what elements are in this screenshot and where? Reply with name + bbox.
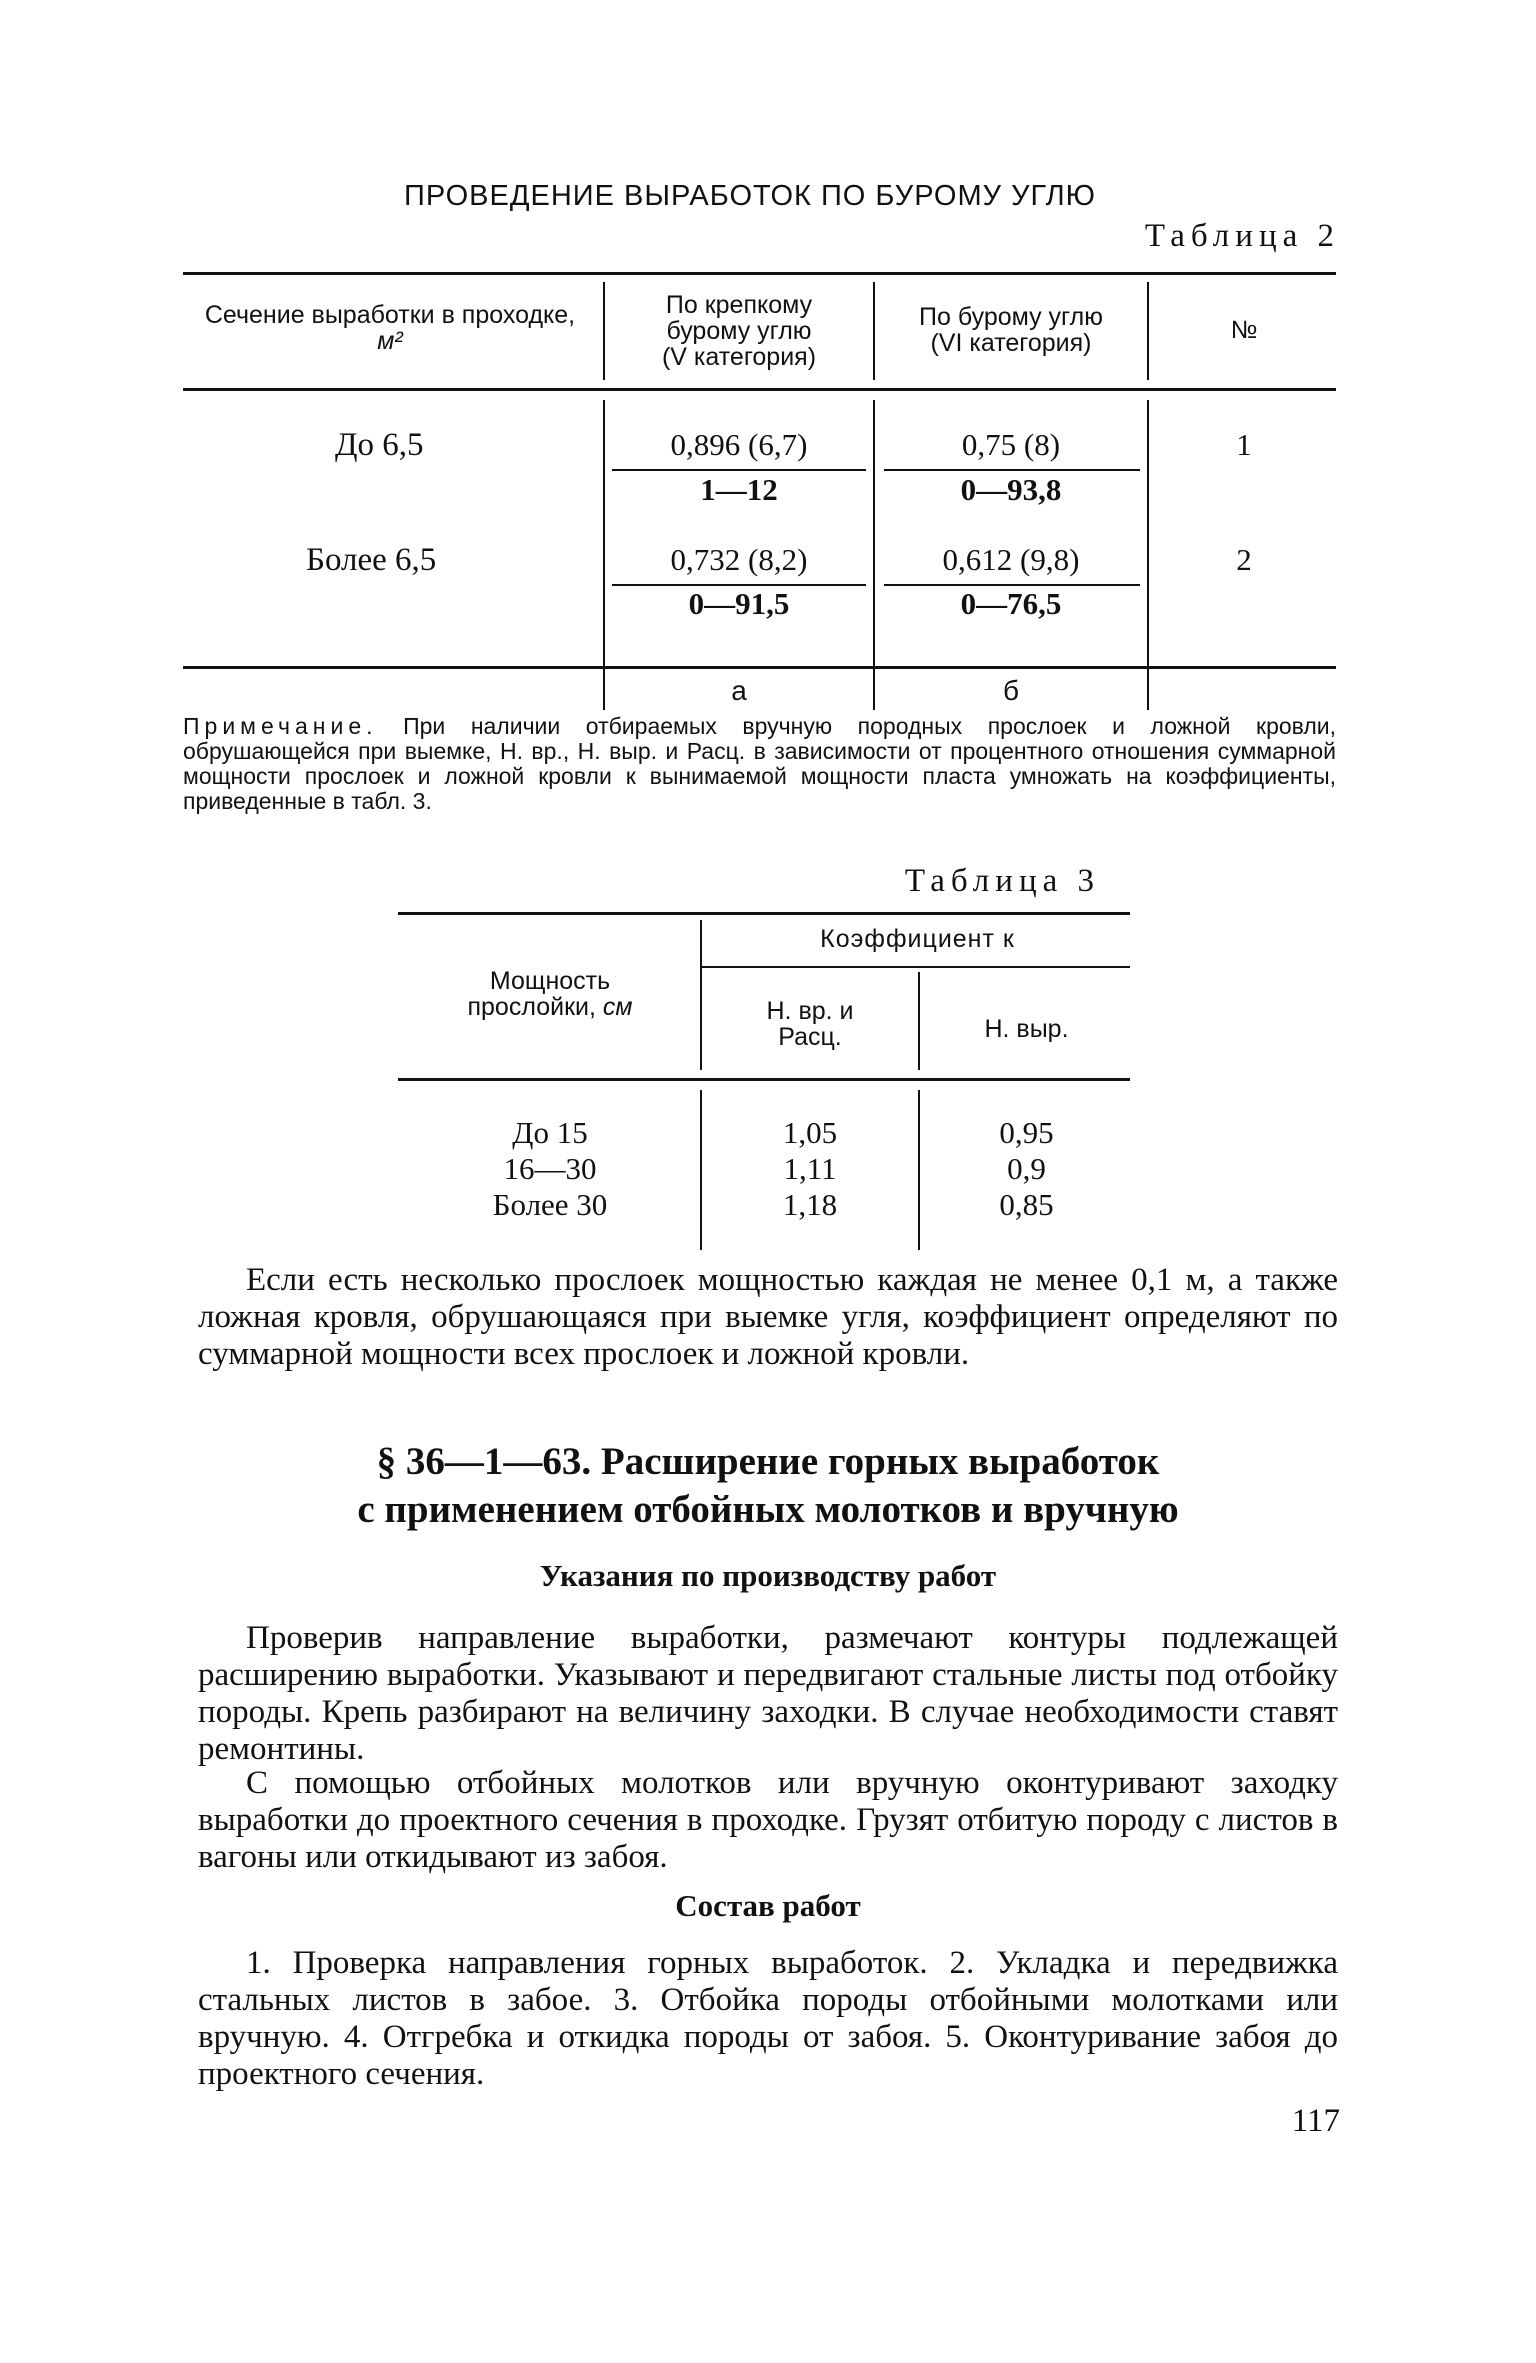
table2-body-vrule-2 <box>873 400 875 710</box>
table2-vrule-2 <box>873 282 875 380</box>
table2-footer-a: а <box>731 675 747 706</box>
table3-header-rule <box>398 1078 1130 1081</box>
table3-row3-thickness: Более 30 <box>492 1187 608 1222</box>
table3-label: Таблица 3 <box>904 863 1100 899</box>
table3-row1-nvr: 1,05 <box>782 1115 838 1150</box>
table3-vrule-2 <box>918 972 920 1070</box>
table3-vrule-1 <box>700 920 702 1070</box>
table3-row2-nvyr: 0,9 <box>1007 1151 1046 1186</box>
table3-body-vrule-1 <box>700 1090 702 1250</box>
table2-row2-b-bottom: 0—76,5 <box>960 586 1062 621</box>
table2-row1-b-bottom: 0—93,8 <box>960 472 1062 507</box>
table2-row1-b-top: 0,75 (8) <box>961 427 1061 462</box>
paragraph-2: Проверив направление выработки, размечают контуры подлежащей расширению выработки. Указывают и передвигают стальные листы под отбойку породы. Крепь разбирают на величину заходки. В случае необходимости ставят ремонтины. <box>198 1620 1338 1767</box>
table2-row1-section: До 6,5 <box>335 427 424 463</box>
table2-body-vrule-1 <box>603 400 605 710</box>
table3-header-thickness-unit: см <box>602 993 633 1021</box>
table2-row1-a-bottom: 1—12 <box>700 472 778 507</box>
table3-header-thickness: Мощность прослойки, см <box>467 967 633 1021</box>
table2-row1-a-fraction <box>612 469 866 471</box>
table2-bottom-rule <box>183 666 1336 669</box>
table2-row2-num: 2 <box>1236 542 1252 577</box>
table2-header-section-unit: м² <box>377 327 403 355</box>
table2-label: Таблица 2 <box>1144 218 1340 254</box>
table2-row2-section: Более 6,5 <box>306 542 437 578</box>
table3-nvr-col <box>705 1115 915 1223</box>
table3-header-nvyr: Н. выр. <box>984 1015 1069 1043</box>
table3-row1-thickness: До 15 <box>512 1115 588 1150</box>
table3-row2-nvr: 1,11 <box>783 1151 837 1186</box>
table3-thickness-col <box>405 1115 695 1223</box>
table2-header-hard: По крепкому бурому углю (V категория) <box>661 291 817 371</box>
table2-header-brown: По бурому углю (VI категория) <box>919 303 1103 357</box>
paragraph-1: Если есть несколько прослоек мощностью каждая не менее 0,1 м, а также ложная кровля, обрушающаяся при выемке угля, коэффициент определяют по суммарной мощности всех прослоек и ложной кровли. <box>198 1262 1338 1372</box>
page-number: 117 <box>1291 2103 1340 2139</box>
table3-row3-nvyr: 0,85 <box>999 1187 1054 1222</box>
running-title: ПРОВЕДЕНИЕ ВЫРАБОТОК ПО БУРОМУ УГЛЮ <box>404 180 1096 212</box>
table2-header-rule <box>183 388 1336 391</box>
table2-row2-a-bottom: 0—91,5 <box>688 586 790 621</box>
table3-nvyr-col <box>923 1115 1130 1223</box>
table2-row1-b-fraction <box>884 469 1140 471</box>
note-text: При наличии отбираемых вручную породных прослоек и ложной кровли, обрушающейся при выемке, Н. вр., Н. выр. и Расц. в зависимости от процентного отношения суммарной мощности прослоек и ложной кровли к вынимаемой мощности пласта умножать на коэффициенты, приведенные в табл. 3. <box>183 713 1336 814</box>
table2-row1-num: 1 <box>1236 427 1252 462</box>
table3-row3-nvr: 1,18 <box>782 1187 838 1222</box>
paragraph-3: С помощью отбойных молотков или вручную оконтуривают заходку выработки до проектного сечения в проходке. Грузят отбитую породу с листов в вагоны или откидывают из забоя. <box>198 1765 1338 1875</box>
note <box>183 714 1336 814</box>
subhead-instructions: Указания по производству работ <box>539 1558 997 1593</box>
table2-header-num: № <box>1230 316 1258 344</box>
subhead-work-composition: Состав работ <box>675 1888 861 1923</box>
table2-body-vrule-3 <box>1147 400 1149 710</box>
table2-row2-b-top: 0,612 (9,8) <box>942 542 1080 577</box>
table3-header-nvr: Н. вр. и Расц. <box>766 997 854 1051</box>
table2-vrule-1 <box>603 282 605 380</box>
table3-body-vrule-2 <box>918 1090 920 1250</box>
table3-row1-nvyr: 0,95 <box>999 1115 1054 1150</box>
table3-coef-rule <box>700 966 1130 968</box>
table3-header-coef: Коэффициент к <box>820 925 1015 953</box>
table2-top-rule <box>183 272 1336 275</box>
table2-row2-a-top: 0,732 (8,2) <box>670 542 808 577</box>
table2-vrule-3 <box>1147 282 1149 380</box>
table3-row2-thickness: 16—30 <box>503 1151 597 1186</box>
section-title-line-1: § 36—1—63. Расширение горных выработок <box>376 1440 1160 1483</box>
note-label: Примечание. <box>183 713 378 739</box>
table3-top-rule <box>398 912 1130 915</box>
table2-header-section: Сечение выработки в проходке, м² <box>204 301 576 355</box>
section-title-line-2: с применением отбойных молотков и вручную <box>357 1488 1179 1531</box>
table2-footer-b: б <box>1002 675 1020 706</box>
section-title <box>198 1438 1338 1534</box>
paragraph-4: 1. Проверка направления горных выработок. 2. Укладка и передвижка стальных листов в забое. 3. Отбойка породы отбойными молотками или вручную. 4. Отгребка и откидка породы от забоя. 5. Оконтуривание забоя до проектного сечения. <box>198 1945 1338 2092</box>
table2-row1-a-top: 0,896 (6,7) <box>670 427 808 462</box>
